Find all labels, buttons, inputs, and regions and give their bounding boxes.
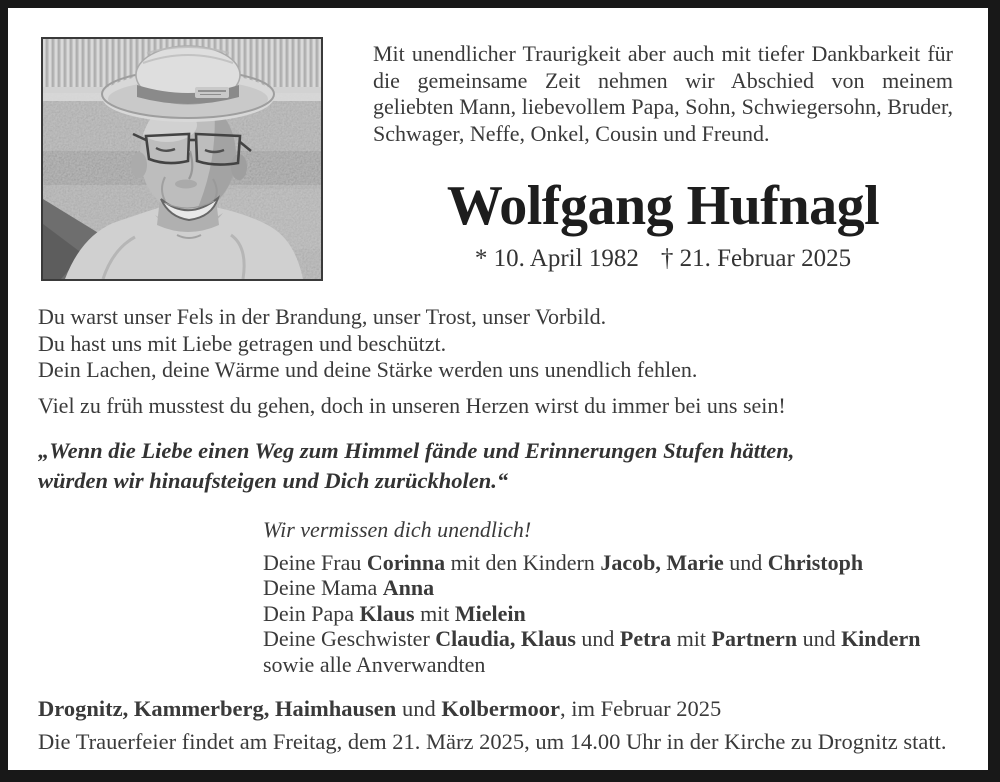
memorial-quote — [38, 436, 968, 496]
mourner-line: sowie alle Anverwandten — [263, 651, 486, 677]
quote-line: würden wir hinaufsteigen und Dich zurückholen.“ — [38, 468, 509, 493]
birth-date: * 10. April 1982 — [474, 245, 639, 272]
mourner-line: Deine Frau Corinna mit den Kindern Jacob, Marie und Christoph — [263, 550, 864, 575]
mourner-line: Dein Papa Klaus mit Mielein — [263, 600, 526, 626]
mourners-list — [263, 550, 983, 677]
farewell-text: Viel zu früh musstest du gehen, doch in unseren Herzen wirst du immer bei uns sein! — [38, 393, 786, 418]
funeral-info: Die Trauerfeier findet am Freitag, dem 21. März 2025, um 14.00 Uhr in der Kirche zu Drognitz statt. — [38, 729, 947, 754]
portrait-photo-illustration — [43, 39, 321, 279]
deceased-name: Wolfgang Hufnagl — [446, 175, 880, 237]
mourner-line: Deine Mama Anna — [263, 575, 435, 601]
tribute-text — [38, 304, 968, 384]
missing-text: Wir vermissen dich unendlich! — [263, 517, 532, 542]
life-dates — [373, 245, 953, 273]
portrait-photo — [41, 37, 323, 281]
tribute-line: Du hast uns mit Liebe getragen und beschützt. — [38, 330, 447, 356]
places-line: Drognitz, Kammerberg, Haimhausen und Kolbermoor, im Februar 2025 — [38, 696, 722, 721]
tribute-line: Dein Lachen, deine Wärme und deine Stärke werden uns unendlich fehlen. — [38, 357, 698, 382]
notice-page — [8, 8, 988, 770]
quote-line: „Wenn die Liebe einen Weg zum Himmel fände und Erinnerungen Stufen hätten, — [38, 438, 795, 463]
death-date: † 21. Februar 2025 — [660, 245, 852, 272]
intro-paragraph: Mit unendlicher Traurigkeit aber auch mit tiefer Dankbarkeit für die gemeinsame Zeit nehmen wir Abschied von meinem geliebten Mann, liebevollem Papa, Sohn, Schwiegersohn, Bruder, Schwager, Neffe, Onkel, Cousin und Freund. — [373, 41, 953, 146]
mourner-line: Deine Geschwister Claudia, Klaus und Petra mit Partnern und Kindern — [263, 626, 921, 652]
tribute-line: Du warst unser Fels in der Brandung, unser Trost, unser Vorbild. — [38, 304, 607, 329]
